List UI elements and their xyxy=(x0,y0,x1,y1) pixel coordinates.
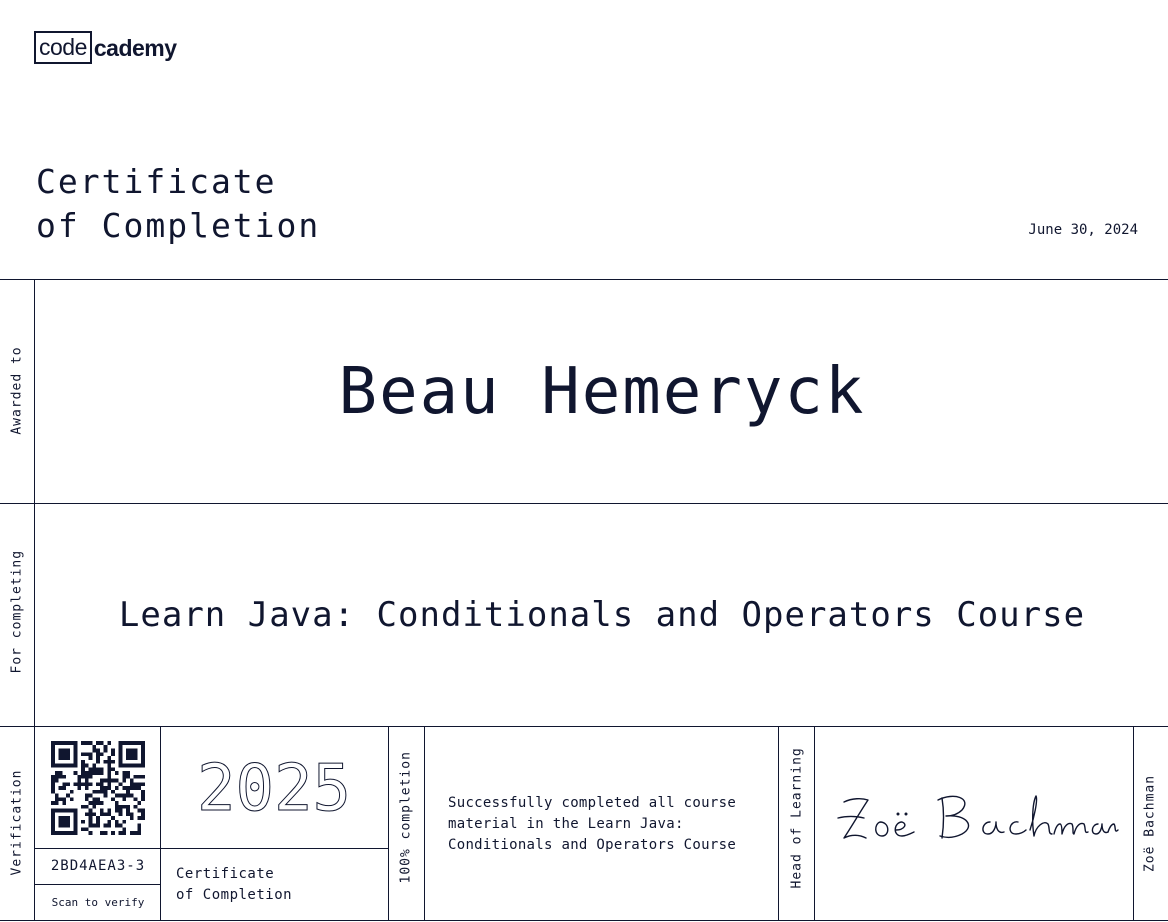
completion-description xyxy=(448,793,768,856)
awarded-to-label: Awarded to xyxy=(9,346,25,435)
year-text: 2025 xyxy=(196,752,352,824)
scan-to-verify-label: Scan to verify xyxy=(51,896,145,909)
signer-role-label: Head of Learning xyxy=(789,747,805,889)
divider-description xyxy=(778,726,779,921)
course-name: Learn Java: Conditionals and Operators Course xyxy=(118,595,1086,635)
signer-name: Zoë Bachman xyxy=(1142,774,1158,873)
divider-year-title xyxy=(160,848,388,849)
certificate-title xyxy=(36,160,320,248)
divider-bottom xyxy=(0,726,1168,727)
verification-qr-code[interactable] xyxy=(51,741,145,835)
certificate-year xyxy=(160,748,388,824)
divider-completion xyxy=(424,726,425,921)
certificate-id: 2BD4AEA3-3 xyxy=(50,858,146,874)
recipient-name: Beau Hemeryck xyxy=(338,354,866,429)
certificate-date: June 30, 2024 xyxy=(1028,222,1138,238)
divider-role xyxy=(814,726,815,921)
logo-cademy-text: cademy xyxy=(93,35,177,61)
divider-label-column xyxy=(34,279,35,921)
signature-image xyxy=(830,780,1120,860)
description-line1: Successfully completed all course xyxy=(448,795,737,811)
divider-year xyxy=(388,726,389,921)
divider-footer-end xyxy=(0,920,1168,921)
small-title-line1: Certificate xyxy=(176,866,275,882)
certificate-title-line2: of Completion xyxy=(36,206,321,245)
completion-label: 100% completion xyxy=(398,751,414,884)
description-line2: material in the Learn Java: xyxy=(448,816,684,832)
divider-signature xyxy=(1133,726,1134,921)
certificate-title-line1: Certificate xyxy=(36,162,277,201)
small-certificate-title xyxy=(176,864,292,906)
description-line3: Conditionals and Operators Course xyxy=(448,837,737,853)
small-title-line2: of Completion xyxy=(176,887,293,903)
for-completing-label: For completing xyxy=(9,549,25,674)
codecademy-logo xyxy=(34,31,177,64)
logo-code-box: code xyxy=(34,31,92,64)
verification-label: Verification xyxy=(9,769,25,876)
